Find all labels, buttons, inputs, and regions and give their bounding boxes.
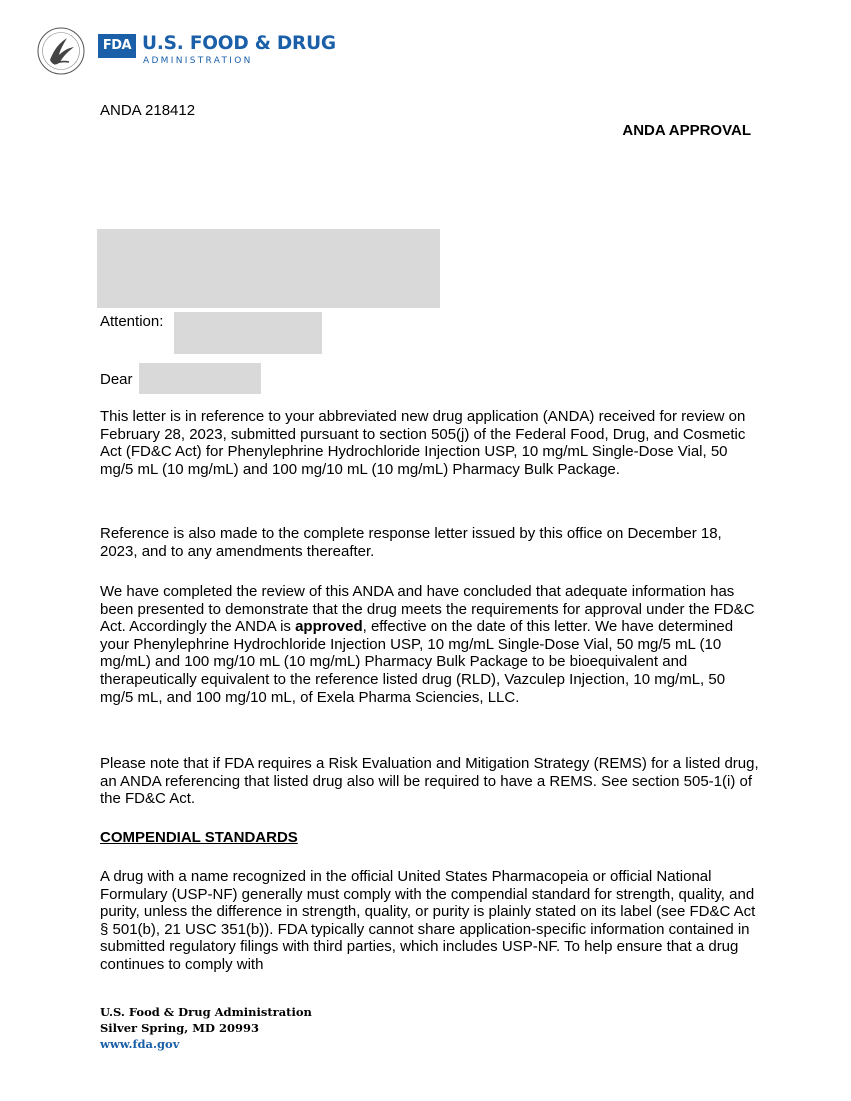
redacted-attention-name [174, 312, 322, 354]
redacted-salutation-name [139, 363, 261, 394]
footer-url-link[interactable]: www.fda.gov [100, 1037, 180, 1051]
paragraph-compendial: A drug with a name recognized in the official United States Pharmacopeia or official National Formulary (USP-NF) generally must comply with the compendial standard for strength, quality, and purity, unless the difference in strength, quality, or purity is plainly stated on its label (see FD&C Act § 501(b), 21 USC 351(b)). FDA typically cannot share application-specific information contained in submitted regulatory filings with third parties, which includes USP-NF. To help ensure that a drug continues to comply with [100, 868, 756, 973]
redacted-address-block [97, 229, 440, 308]
section-heading-compendial: COMPENDIAL STANDARDS [100, 829, 298, 846]
footer [100, 1004, 312, 1052]
approval-text-before: We have completed the review of this ANDA and have concluded that adequate information has been presented to demonstrate that the drug meets the requirements for approval under the FD&C Act. Accordingly the ANDA is [100, 583, 755, 636]
paragraph-approval [100, 583, 760, 706]
approved-emphasis: approved [295, 618, 363, 636]
salutation: Dear [100, 371, 133, 388]
footer-agency: U.S. Food & Drug Administration [100, 1005, 312, 1019]
anda-number: ANDA 218412 [100, 102, 196, 119]
fda-logo-box: FDA [98, 34, 136, 58]
paragraph-reference: This letter is in reference to your abbreviated new drug application (ANDA) received for review on February 28, 2023, submitted pursuant to section 505(j) of the Federal Food, Drug, and Cosmetic Act (FD&C Act) for Phenylephrine Hydrochloride Injection USP, 10 mg/mL Single-Dose Vial, 50 mg/5 mL (10 mg/mL) and 100 mg/10 mL (10 mg/mL) Pharmacy Bulk Package. [100, 408, 746, 478]
paragraph-rems: Please note that if FDA requires a Risk Evaluation and Mitigation Strategy (REMS) for a listed drug, an ANDA referencing that listed drug also will be required to have a REMS. See section 505-1(i) of the FD&C Act. [100, 755, 759, 808]
agency-name: U.S. FOOD & DRUG [142, 33, 336, 54]
approval-text-after: , effective on the date of this letter. We have determined your Phenylephrine Hydrochloride Injection USP, 10 mg/mL Single-Dose Vial, 50 mg/5 mL (10 mg/mL) and 100 mg/10 mL (10 mg/mL) Pharmacy Bulk Package to be bioequivalent and therapeutically equivalent to the reference listed drug (RLD), Vazculep Injection, 10 mg/mL, 50 mg/5 mL, and 100 mg/10 mL, of Exela Pharma Sciencies, LLC. [100, 618, 734, 706]
agency-subtitle: ADMINISTRATION [143, 56, 253, 66]
approval-title: ANDA APPROVAL [622, 122, 751, 139]
hhs-eagle-seal-icon [36, 26, 86, 76]
attention-label: Attention: [100, 313, 164, 330]
footer-address: Silver Spring, MD 20993 [100, 1021, 260, 1035]
paragraph-complete-response: Reference is also made to the complete response letter issued by this office on December 18, 2023, and to any amendments thereafter. [100, 525, 722, 560]
